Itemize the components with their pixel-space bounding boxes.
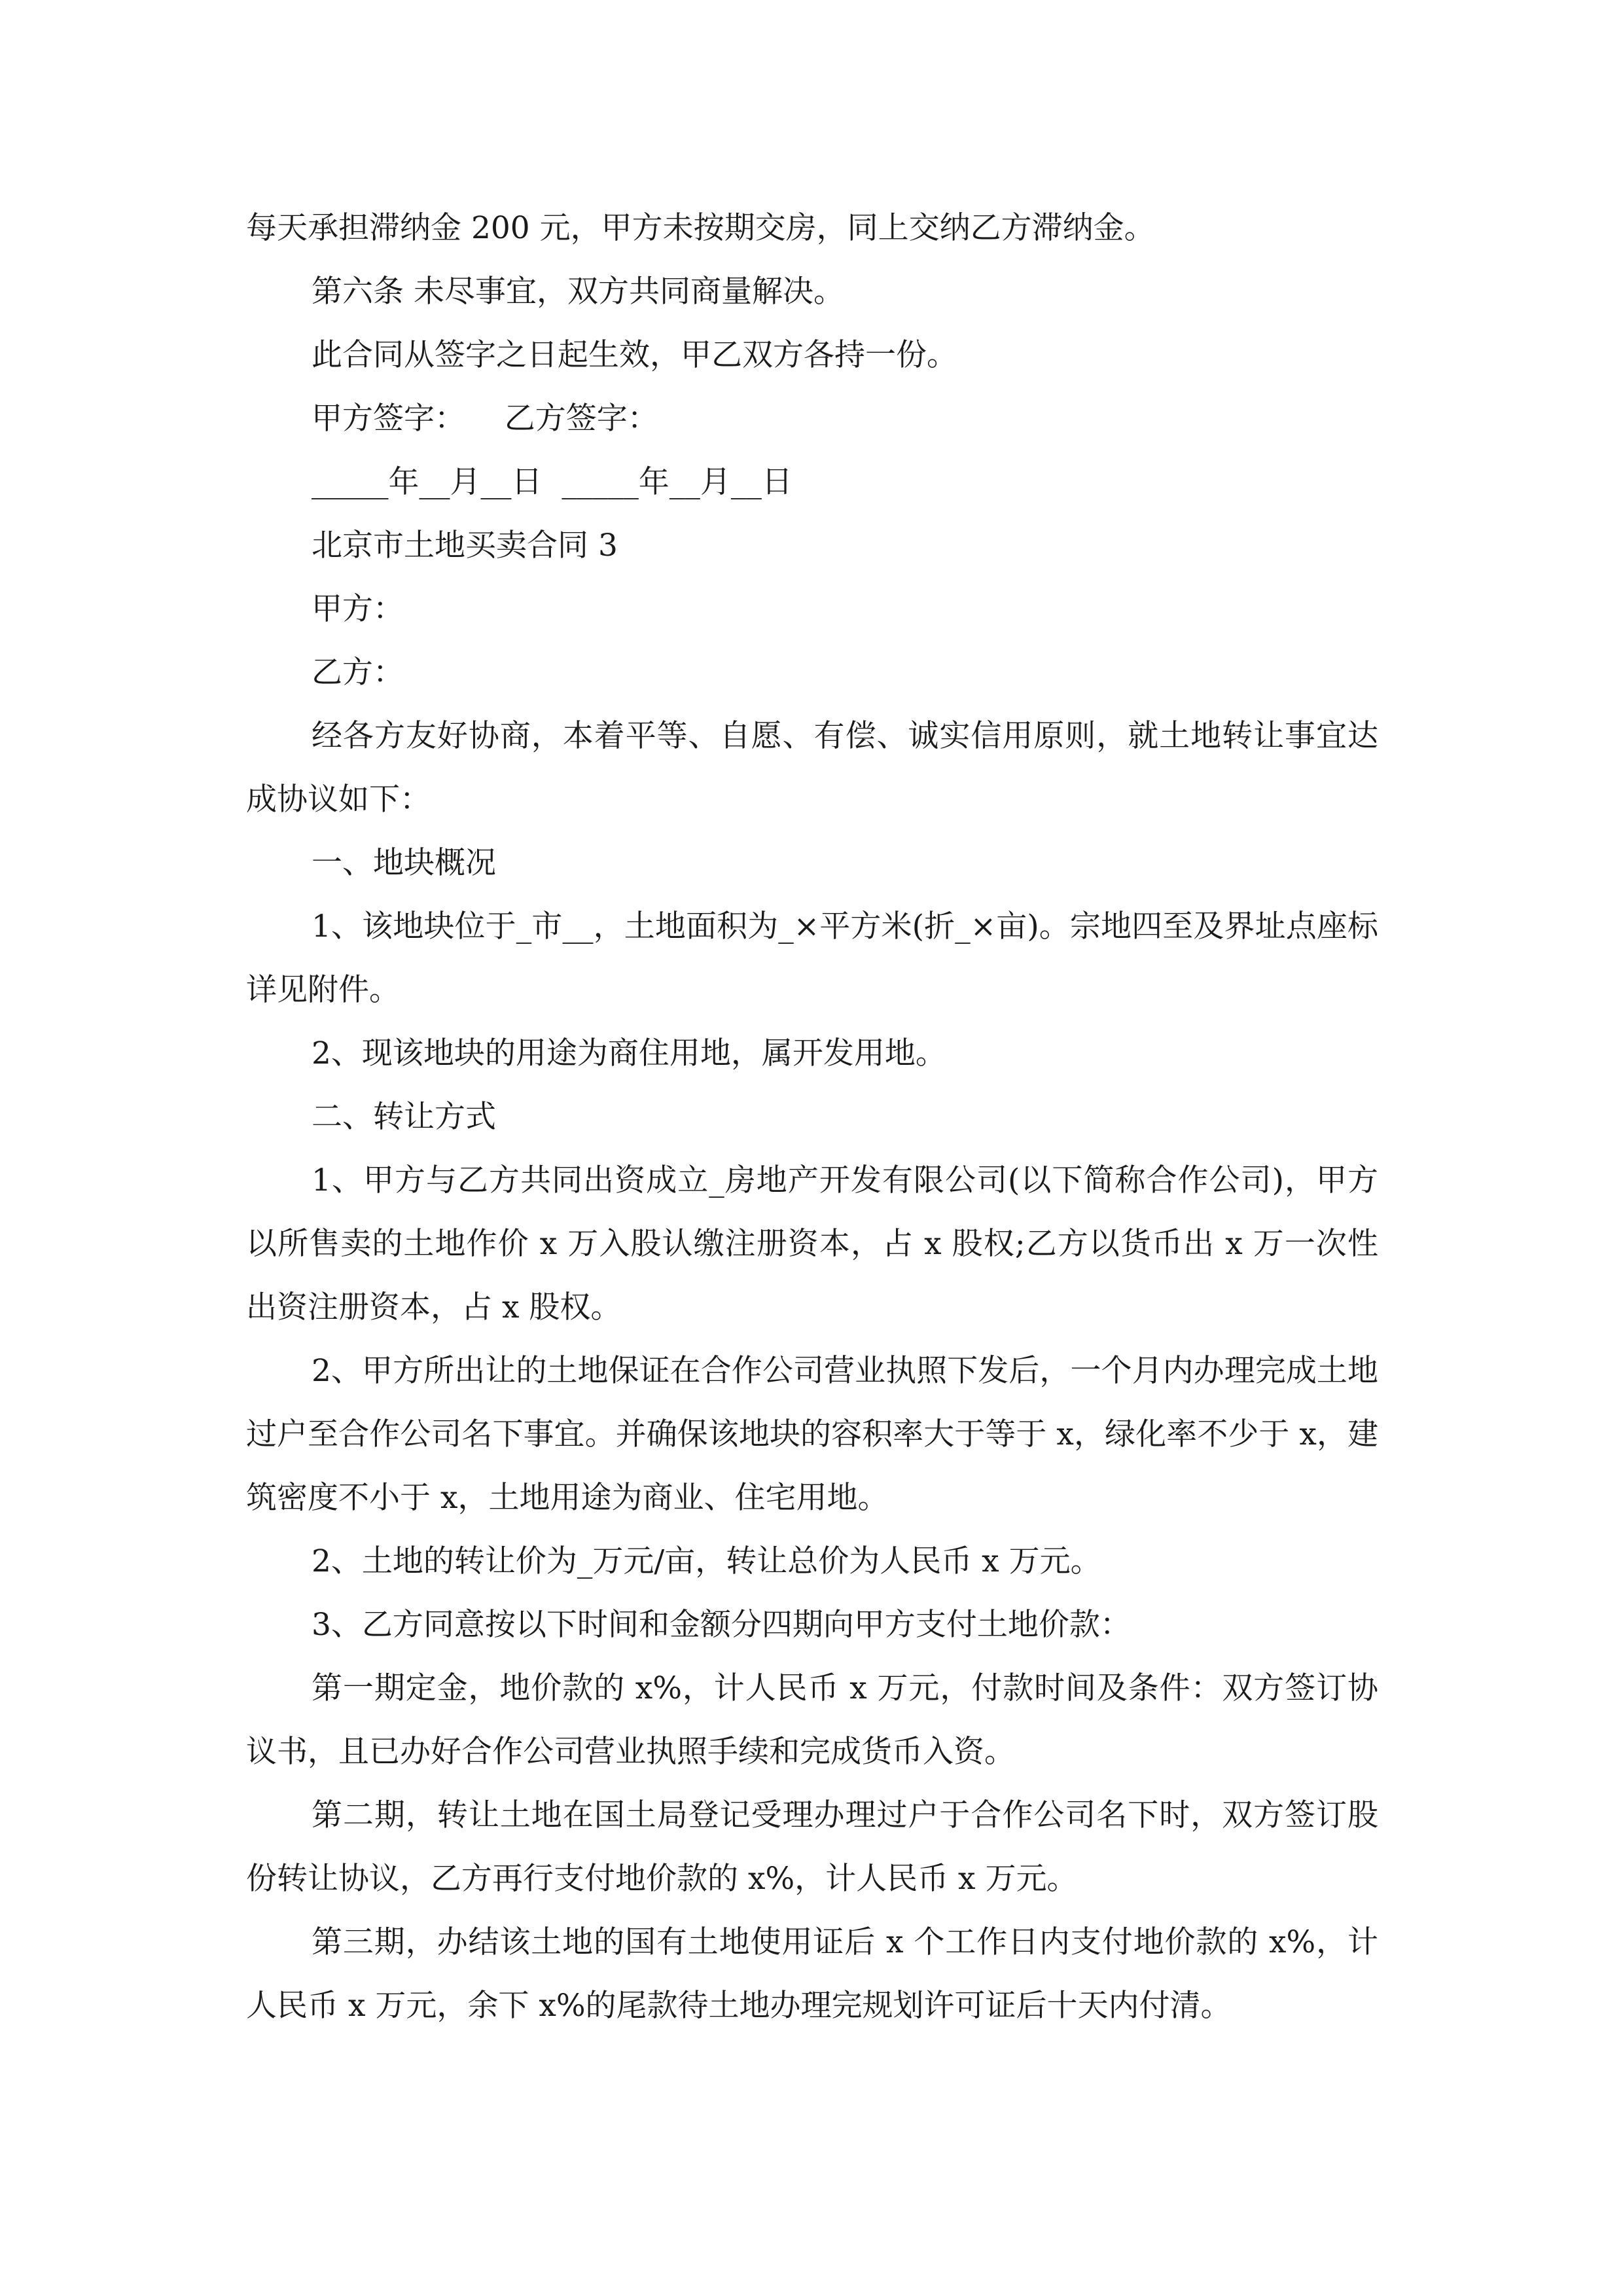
paragraph-payment-schedule: 3、乙方同意按以下时间和金额分四期向甲方支付土地价款： [312,1607,1131,1643]
paragraph-preamble: 经各方友好协商，本着平等、自愿、有偿、诚实信用原则，就土地转让事宜达成协议如下： [246,718,1378,817]
document-body [246,196,1378,2037]
paragraph-signature-dates: _____年__月__日 _____年__月__日 [312,464,793,500]
paragraph-transfer-price: 2、土地的转让价为_万元/亩，转让总价为人民币 x 万元。 [312,1543,1101,1579]
paragraph-article-six: 第六条 未尽事宜，双方共同商量解决。 [312,274,844,310]
party-b-label: 乙方： [312,655,404,691]
section-heading-transfer: 二、转让方式 [312,1099,496,1135]
paragraph-late-fee: 每天承担滞纳金 200 元，甲方未按期交房，同上交纳乙方滞纳金。 [246,210,1155,246]
paragraph-effective: 此合同从签字之日起生效，甲乙双方各持一份。 [312,337,957,373]
paragraph-first-payment: 第一期定金，地价款的 x%，计人民币 x 万元，付款时间及条件：双方签订协议书，且已办好合作公司营业执照手续和完成货币入资。 [246,1670,1378,1770]
paragraph-signatures: 甲方签字： 乙方签字： [312,401,658,437]
paragraph-plot-usage: 2、现该地块的用途为商住用地，属开发用地。 [312,1035,946,1071]
paragraph-second-payment: 第二期，转让土地在国土局登记受理办理过户于合作公司名下时，双方签订股份转让协议，乙方再行支付地价款的 x%，计人民币 x 万元。 [246,1797,1378,1897]
party-a-label: 甲方： [312,591,404,627]
paragraph-plot-location: 1、该地块位于_市__，土地面积为_×平方米(折_×亩)。宗地四至及界址点座标详见附件。 [246,908,1378,1008]
paragraph-third-payment: 第三期，办结该土地的国有土地使用证后 x 个工作日内支付地价款的 x%，计人民币 x 万元，余下 x%的尾款待土地办理完规划许可证后十天内付清。 [246,1924,1378,2024]
paragraph-joint-company: 1、甲方与乙方共同出资成立_房地产开发有限公司(以下简称合作公司)，甲方以所售卖的土地作价 x 万入股认缴注册资本，占 x 股权;乙方以货币出 x 万一次性出资注册资本，占 x 股权。 [246,1162,1378,1325]
contract-title: 北京市土地买卖合同 3 [312,528,618,564]
section-heading-plot: 一、地块概况 [312,845,496,881]
paragraph-transfer-guarantee: 2、甲方所出让的土地保证在合作公司营业执照下发后，一个月内办理完成土地过户至合作公司名下事宜。并确保该地块的容积率大于等于 x，绿化率不少于 x，建筑密度不小于 x，土地用途为商业、住宅用地。 [246,1353,1378,1516]
